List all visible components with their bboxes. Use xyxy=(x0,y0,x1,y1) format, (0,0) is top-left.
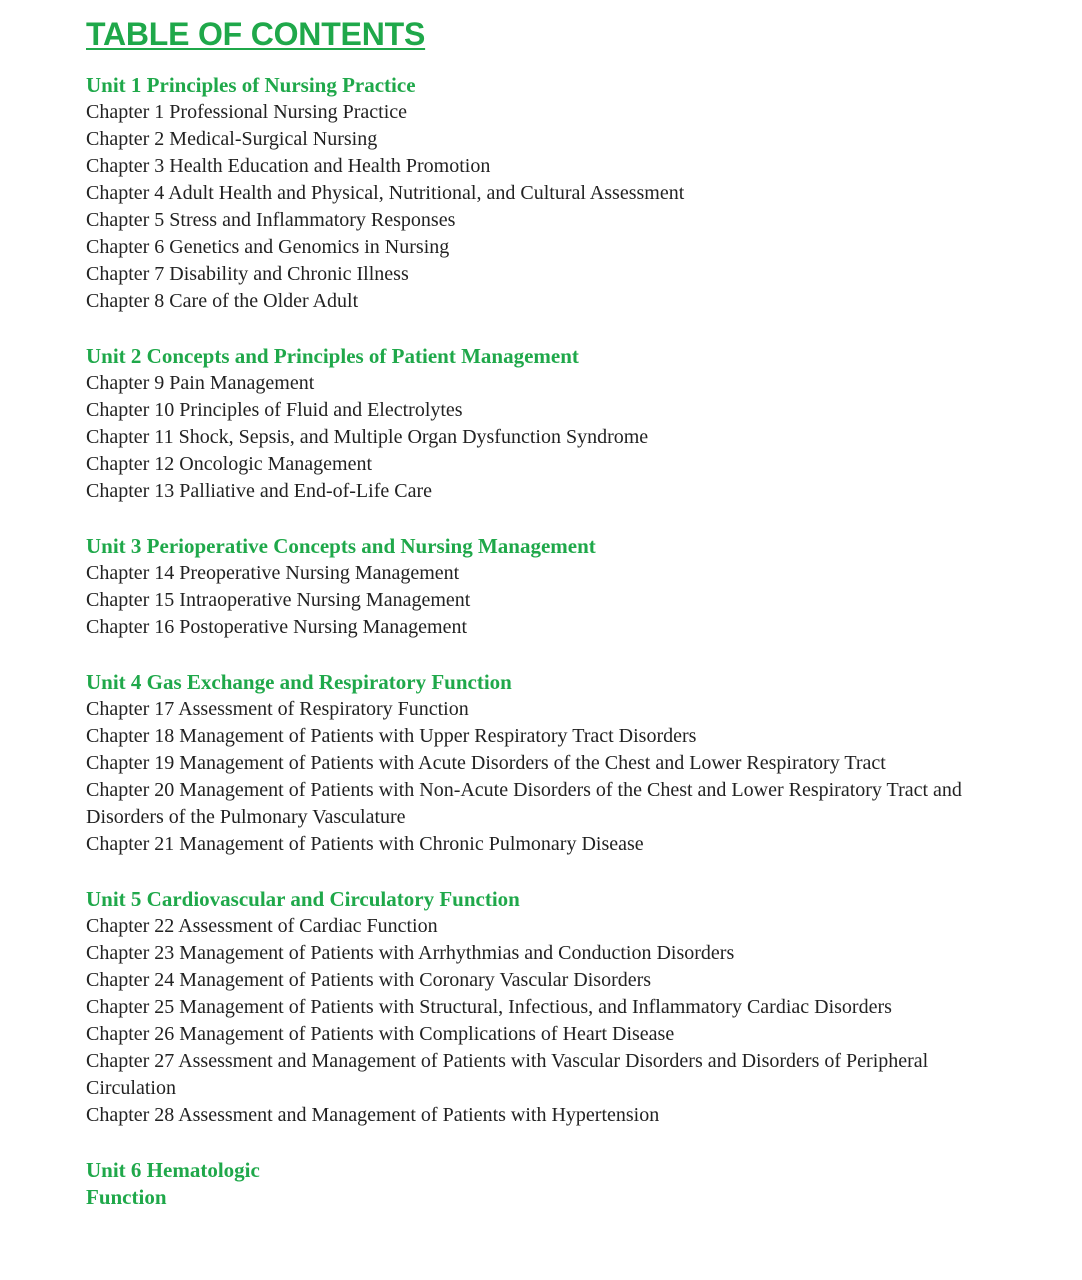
chapter-item: Chapter 10 Principles of Fluid and Electrolytes xyxy=(86,399,463,421)
unit-1 xyxy=(86,72,986,315)
chapter-item: Chapter 16 Postoperative Nursing Management xyxy=(86,616,468,638)
chapter-list xyxy=(86,696,986,858)
unit-2 xyxy=(86,343,986,505)
chapter-item: Chapter 5 Stress and Inflammatory Responses xyxy=(86,209,456,231)
chapter-item: Chapter 23 Management of Patients with Arrhythmias and Conduction Disorders xyxy=(86,942,735,964)
chapter-item: Chapter 1 Professional Nursing Practice xyxy=(86,101,408,123)
unit-title: Unit 2 Concepts and Principles of Patient Management xyxy=(86,344,579,368)
unit-title: Unit 3 Perioperative Concepts and Nursing Management xyxy=(86,534,596,558)
chapter-item: Chapter 25 Management of Patients with Structural, Infectious, and Inflammatory Cardiac Disorders xyxy=(86,996,892,1018)
chapter-item: Chapter 8 Care of the Older Adult xyxy=(86,290,359,312)
chapter-item: Chapter 20 Management of Patients with Non-Acute Disorders of the Chest and Lower Respiratory Tract and Disorders of the Pulmonary Vasculature xyxy=(86,779,962,828)
unit-title: Unit 6 Hematologic Function xyxy=(86,1158,260,1209)
page-title: TABLE OF CONTENTS xyxy=(86,16,426,52)
chapter-list xyxy=(86,370,986,505)
chapter-item: Chapter 2 Medical-Surgical Nursing xyxy=(86,128,378,150)
unit-3 xyxy=(86,533,986,641)
chapter-item: Chapter 9 Pain Management xyxy=(86,372,315,394)
chapter-item: Chapter 21 Management of Patients with Chronic Pulmonary Disease xyxy=(86,833,644,855)
chapter-list xyxy=(86,913,986,1129)
chapter-item: Chapter 15 Intraoperative Nursing Management xyxy=(86,589,471,611)
unit-6 xyxy=(86,1157,986,1211)
chapter-item: Chapter 19 Management of Patients with Acute Disorders of the Chest and Lower Respiratory Tract xyxy=(86,752,886,774)
chapter-item: Chapter 13 Palliative and End-of-Life Care xyxy=(86,480,432,502)
chapter-item: Chapter 26 Management of Patients with Complications of Heart Disease xyxy=(86,1023,675,1045)
chapter-item: Chapter 7 Disability and Chronic Illness xyxy=(86,263,409,285)
chapter-item: Chapter 18 Management of Patients with Upper Respiratory Tract Disorders xyxy=(86,725,697,747)
unit-title: Unit 4 Gas Exchange and Respiratory Function xyxy=(86,670,512,694)
chapter-list xyxy=(86,560,986,641)
unit-title: Unit 1 Principles of Nursing Practice xyxy=(86,73,416,97)
chapter-item: Chapter 14 Preoperative Nursing Management xyxy=(86,562,460,584)
chapter-item: Chapter 6 Genetics and Genomics in Nursing xyxy=(86,236,450,258)
unit-title: Unit 5 Cardiovascular and Circulatory Function xyxy=(86,887,520,911)
chapter-item: Chapter 28 Assessment and Management of Patients with Hypertension xyxy=(86,1104,660,1126)
unit-5 xyxy=(86,886,986,1129)
chapter-item: Chapter 12 Oncologic Management xyxy=(86,453,373,475)
chapter-item: Chapter 24 Management of Patients with Coronary Vascular Disorders xyxy=(86,969,652,991)
chapter-item: Chapter 22 Assessment of Cardiac Function xyxy=(86,915,438,937)
chapter-item: Chapter 3 Health Education and Health Promotion xyxy=(86,155,491,177)
chapter-item: Chapter 27 Assessment and Management of Patients with Vascular Disorders and Disorders of Peripheral Circulation xyxy=(86,1050,929,1099)
table-of-contents xyxy=(86,14,986,1239)
chapter-item: Chapter 11 Shock, Sepsis, and Multiple Organ Dysfunction Syndrome xyxy=(86,426,649,448)
chapter-item: Chapter 17 Assessment of Respiratory Function xyxy=(86,698,469,720)
chapter-item: Chapter 4 Adult Health and Physical, Nutritional, and Cultural Assessment xyxy=(86,182,685,204)
chapter-list xyxy=(86,99,986,315)
unit-4 xyxy=(86,669,986,858)
